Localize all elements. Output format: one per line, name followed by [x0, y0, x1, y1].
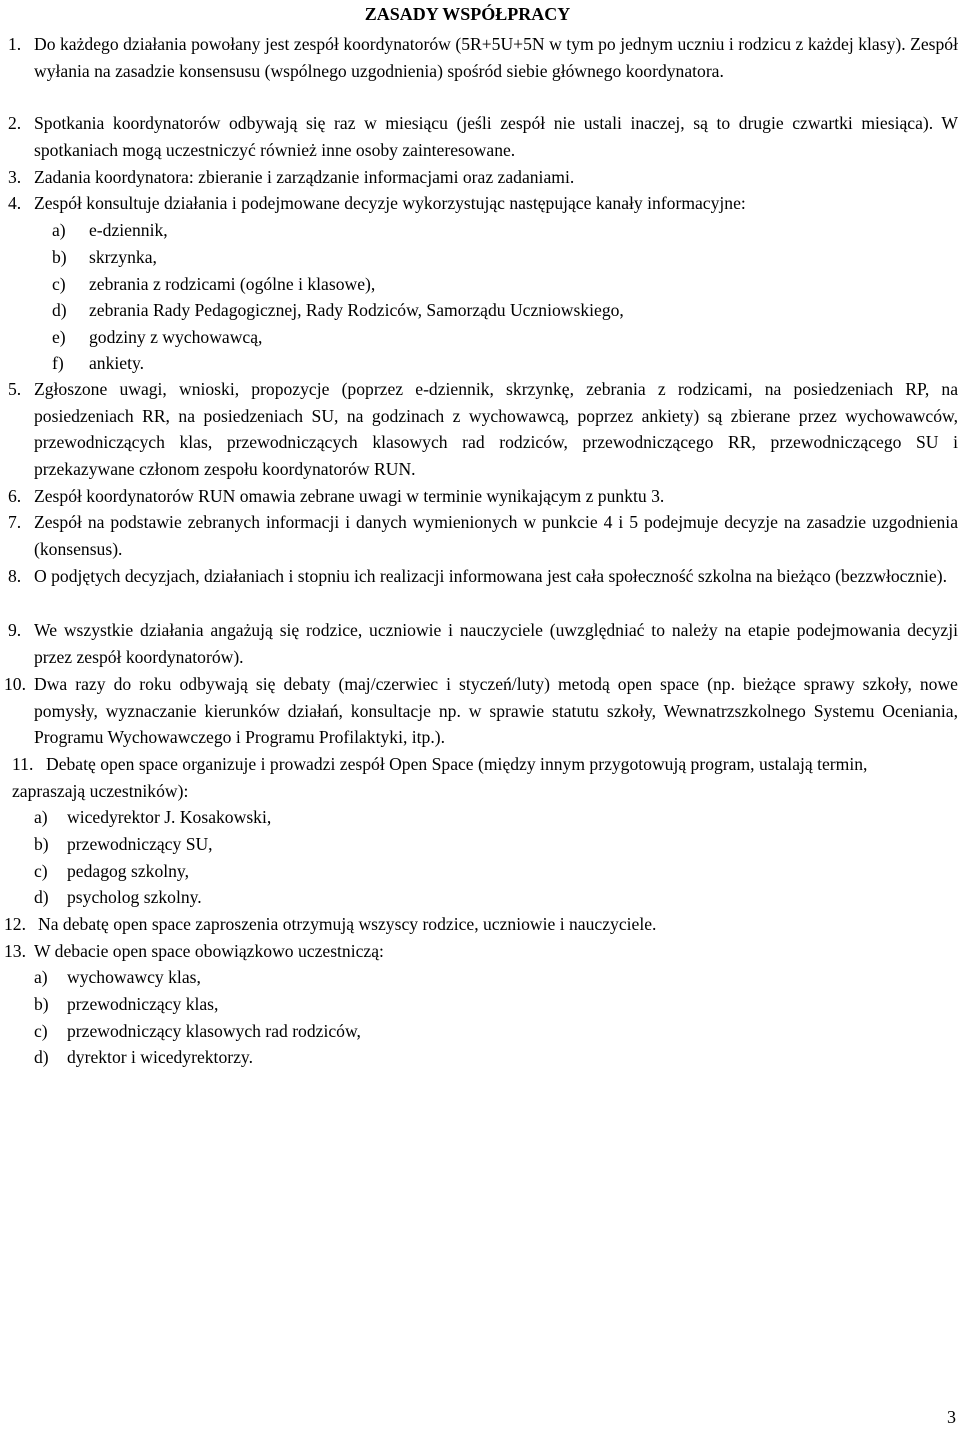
item-text: Dwa razy do roku odbywają się debaty (maj/czerwiec i styczeń/luty) metodą open space (np. bieżące sprawy szkoły, nowe pomysły, wyznaczanie kierunków działań, konsultacje np. w sprawie statutu szkoły, Wewnatrzszkolnego Systemu Oceniania, Programu Wychowawczego i Programu Profilaktyki, itp.).	[34, 674, 958, 748]
item-text: Do każdego działania powołany jest zespół koordynatorów (5R+5U+5N w tym po jednym uczniu i rodzicu z każdej klasy). Zespół wyłania na zasadzie konsensusu (wspólnego uzgodnienia) spośród siebie głównego koordynatora.	[34, 34, 958, 81]
item-number: 9.	[8, 620, 22, 640]
sub-list-item	[34, 804, 271, 831]
sub-item-text: ankiety.	[89, 353, 145, 373]
sub-item-letter: b)	[34, 834, 49, 854]
sub-item-letter: c)	[52, 274, 66, 294]
sub-item-text: przewodniczący klasowych rad rodziców,	[67, 1021, 361, 1041]
item-number: 13.	[4, 941, 26, 961]
sub-item-text: przewodniczący SU,	[67, 834, 213, 854]
sub-list-item	[34, 964, 201, 991]
list-item	[4, 938, 958, 965]
sub-list-item	[34, 1044, 253, 1071]
sub-item-letter: a)	[52, 220, 66, 240]
list-item	[8, 110, 958, 163]
sub-item-letter: c)	[34, 1021, 48, 1041]
item-number: 10.	[4, 674, 26, 694]
item-text: O podjętych decyzjach, działaniach i stopniu ich realizacji informowana jest cała społeczność szkolna na bieżąco (bezzwłocznie).	[34, 566, 947, 586]
page-title: ZASADY WSPÓŁPRACY	[364, 4, 571, 24]
sub-item-text: przewodniczący klas,	[67, 994, 219, 1014]
sub-item-letter: b)	[34, 994, 49, 1014]
sub-list-item	[34, 991, 218, 1018]
sub-item-text: skrzynka,	[89, 247, 157, 267]
list-item	[4, 671, 958, 751]
list-item	[8, 190, 958, 217]
sub-list-item	[34, 831, 213, 858]
item-number: 8.	[8, 566, 22, 586]
item-text: W debacie open space obowiązkowo uczestniczą:	[34, 941, 384, 961]
sub-list-item	[34, 884, 202, 911]
item-text: Zgłoszone uwagi, wnioski, propozycje (poprzez e-dziennik, skrzynkę, zebrania z rodzicami, na posiedzeniach RP, na posiedzeniach RR, na posiedzeniach SU, na godzinach z wychowawcą, poprzez ankiety) są zbierane przez wychowawców, przewodniczących klas, przewodniczących klasowych rad rodziców, przewodniczącego RR, przewodniczącego SU i przekazywane członom zespołu koordynatorów RUN.	[34, 379, 958, 480]
sub-item-text: zebrania Rady Pedagogicznej, Rady Rodziców, Samorządu Uczniowskiego,	[89, 300, 624, 320]
sub-item-letter: b)	[52, 247, 67, 267]
sub-list-item	[52, 271, 375, 298]
item-text: Zespół koordynatorów RUN omawia zebrane uwagi w terminie wynikającym z punktu 3.	[34, 486, 665, 506]
list-item	[4, 911, 958, 938]
item-text: Na debatę open space zaproszenia otrzymują wszyscy rodzice, uczniowie i nauczyciele.	[38, 914, 657, 934]
sub-item-text: psycholog szkolny.	[67, 887, 202, 907]
sub-list-item	[52, 324, 262, 351]
sub-item-letter: a)	[34, 967, 48, 987]
sub-list-item	[52, 244, 157, 271]
sub-item-letter: e)	[52, 327, 66, 347]
page-number: 3	[947, 1407, 956, 1427]
item-number: 12.	[4, 914, 26, 934]
list-item	[12, 751, 934, 804]
sub-list-item	[52, 217, 168, 244]
item-number: 7.	[8, 512, 22, 532]
item-text: We wszystkie działania angażują się rodzice, uczniowie i nauczyciele (uwzględniać to należy na etapie podejmowania decyzji przez zespół koordynatorów).	[34, 620, 958, 667]
sub-list-item	[34, 1018, 361, 1045]
sub-item-text: wicedyrektor J. Kosakowski,	[67, 807, 272, 827]
sub-item-text: dyrektor i wicedyrektorzy.	[67, 1047, 253, 1067]
item-text: Debatę open space organizuje i prowadzi zespół Open Space (między innym przygotowują program, ustalają termin, zapraszają uczestników):	[12, 754, 868, 801]
list-item	[8, 617, 958, 670]
sub-item-text: e-dziennik,	[89, 220, 168, 240]
item-text: Zadania koordynatora: zbieranie i zarządzanie informacjami oraz zadaniami.	[34, 167, 575, 187]
sub-item-letter: c)	[34, 861, 48, 881]
item-number: 3.	[8, 167, 22, 187]
sub-list-item	[34, 858, 189, 885]
item-number: 6.	[8, 486, 22, 506]
item-text: Zespół konsultuje działania i podejmowane decyzje wykorzystując następujące kanały informacyjne:	[34, 193, 746, 213]
sub-item-text: zebrania z rodzicami (ogólne i klasowe),	[89, 274, 376, 294]
sub-list-item	[52, 350, 144, 377]
item-number: 11.	[12, 754, 34, 774]
sub-item-text: godziny z wychowawcą,	[89, 327, 263, 347]
list-item	[8, 376, 958, 483]
sub-item-letter: d)	[34, 887, 49, 907]
item-number: 1.	[8, 34, 22, 54]
sub-item-letter: a)	[34, 807, 48, 827]
list-item	[8, 31, 958, 84]
item-text: Spotkania koordynatorów odbywają się raz w miesiącu (jeśli zespół nie ustali inaczej, są to drugie czwartki miesiąca). W spotkaniach mogą uczestniczyć również inne osoby zainteresowane.	[34, 113, 958, 160]
list-item	[8, 563, 958, 590]
item-text: Zespół na podstawie zebranych informacji i danych wymienionych w punkcie 4 i 5 podejmuje decyzje na zasadzie uzgodnienia (konsensus).	[34, 512, 958, 559]
item-number: 4.	[8, 193, 22, 213]
item-number: 5.	[8, 379, 22, 399]
sub-item-letter: d)	[52, 300, 67, 320]
list-item	[8, 164, 958, 191]
item-number: 2.	[8, 113, 22, 133]
list-item	[8, 483, 958, 510]
sub-item-text: pedagog szkolny,	[67, 861, 189, 881]
sub-item-letter: d)	[34, 1047, 49, 1067]
sub-list-item	[52, 297, 624, 324]
sub-item-letter: f)	[52, 353, 64, 373]
list-item	[8, 509, 958, 562]
sub-item-text: wychowawcy klas,	[67, 967, 201, 987]
